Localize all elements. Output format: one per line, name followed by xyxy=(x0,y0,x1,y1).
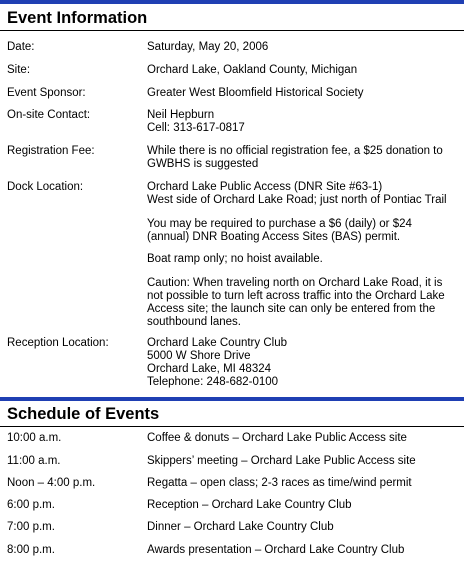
schedule-time: 7:00 p.m. xyxy=(7,521,55,533)
schedule-time: 8:00 p.m. xyxy=(7,544,55,556)
section-bar-schedule xyxy=(0,397,464,401)
schedule-time: 11:00 a.m. xyxy=(7,455,61,467)
info-label: Dock Location: xyxy=(7,181,84,193)
schedule-time: 6:00 p.m. xyxy=(7,499,55,511)
info-value xyxy=(147,87,457,100)
info-value xyxy=(147,109,457,135)
info-value-line: GWBHS is suggested xyxy=(147,158,259,170)
info-label: On-site Contact: xyxy=(7,109,91,121)
info-value xyxy=(147,337,457,389)
info-value-line: Orchard Lake, Oakland County, Michigan xyxy=(147,64,358,76)
dock-note-line: Boat ramp only; no hoist available. xyxy=(147,253,323,265)
dock-note-permit xyxy=(147,218,457,244)
schedule-time: Noon – 4:00 p.m. xyxy=(7,477,96,489)
dock-note-line: not possible to turn left across traffic into the Orchard Lake xyxy=(147,290,445,302)
info-value-line: Orchard Lake Country Club xyxy=(147,337,287,349)
dock-note-line: (annual) DNR Boating Access Sites (BAS) permit. xyxy=(147,231,401,243)
dock-note-line: Access site; the launch site can only be entered from the xyxy=(147,303,436,315)
info-value-line: Saturday, May 20, 2006 xyxy=(147,41,269,53)
schedule-activity: Reception – Orchard Lake Country Club xyxy=(147,499,352,511)
schedule-divider xyxy=(0,426,464,427)
dock-note-line: You may be required to purchase a $6 (daily) or $24 xyxy=(147,218,412,230)
dock-note-ramp xyxy=(147,253,457,266)
info-value-line: Neil Hepburn xyxy=(147,109,215,121)
info-value-line: 5000 W Shore Drive xyxy=(147,350,251,362)
info-value xyxy=(147,145,457,171)
info-value-line: Orchard Lake, MI 48324 xyxy=(147,363,272,375)
schedule-title: Schedule of Events xyxy=(7,405,160,423)
dock-note-line: Caution: When traveling north on Orchard Lake Road, it is xyxy=(147,277,443,289)
event-info-divider xyxy=(0,30,464,31)
section-bar-top xyxy=(0,0,464,4)
schedule-activity: Coffee & donuts – Orchard Lake Public Access site xyxy=(147,432,407,444)
schedule-activity: Awards presentation – Orchard Lake Country Club xyxy=(147,544,405,556)
info-value-line: While there is no official registration fee, a $25 donation to xyxy=(147,145,443,157)
info-value xyxy=(147,181,457,207)
info-label: Site: xyxy=(7,64,31,76)
info-value xyxy=(147,41,457,54)
info-value-line: West side of Orchard Lake Road; just north of Pontiac Trail xyxy=(147,194,447,206)
schedule-activity: Skippers’ meeting – Orchard Lake Public Access site xyxy=(147,455,416,467)
info-value xyxy=(147,64,457,77)
info-label: Registration Fee: xyxy=(7,145,95,157)
info-label: Event Sponsor: xyxy=(7,87,86,99)
schedule-activity: Regatta – open class; 2-3 races as time/wind permit xyxy=(147,477,412,489)
info-label: Reception Location: xyxy=(7,337,109,349)
info-value-line: Cell: 313-617-0817 xyxy=(147,122,245,134)
info-value-line: Telephone: 248-682-0100 xyxy=(147,376,279,388)
info-value-line: Orchard Lake Public Access (DNR Site #63-1) xyxy=(147,181,383,193)
dock-note-caution xyxy=(147,277,457,329)
info-label: Date: xyxy=(7,41,35,53)
schedule-time: 10:00 a.m. xyxy=(7,432,62,444)
info-value-line: Greater West Bloomfield Historical Society xyxy=(147,87,364,99)
dock-note-line: southbound lanes. xyxy=(147,316,241,328)
event-info-title: Event Information xyxy=(7,9,148,27)
schedule-activity: Dinner – Orchard Lake Country Club xyxy=(147,521,334,533)
